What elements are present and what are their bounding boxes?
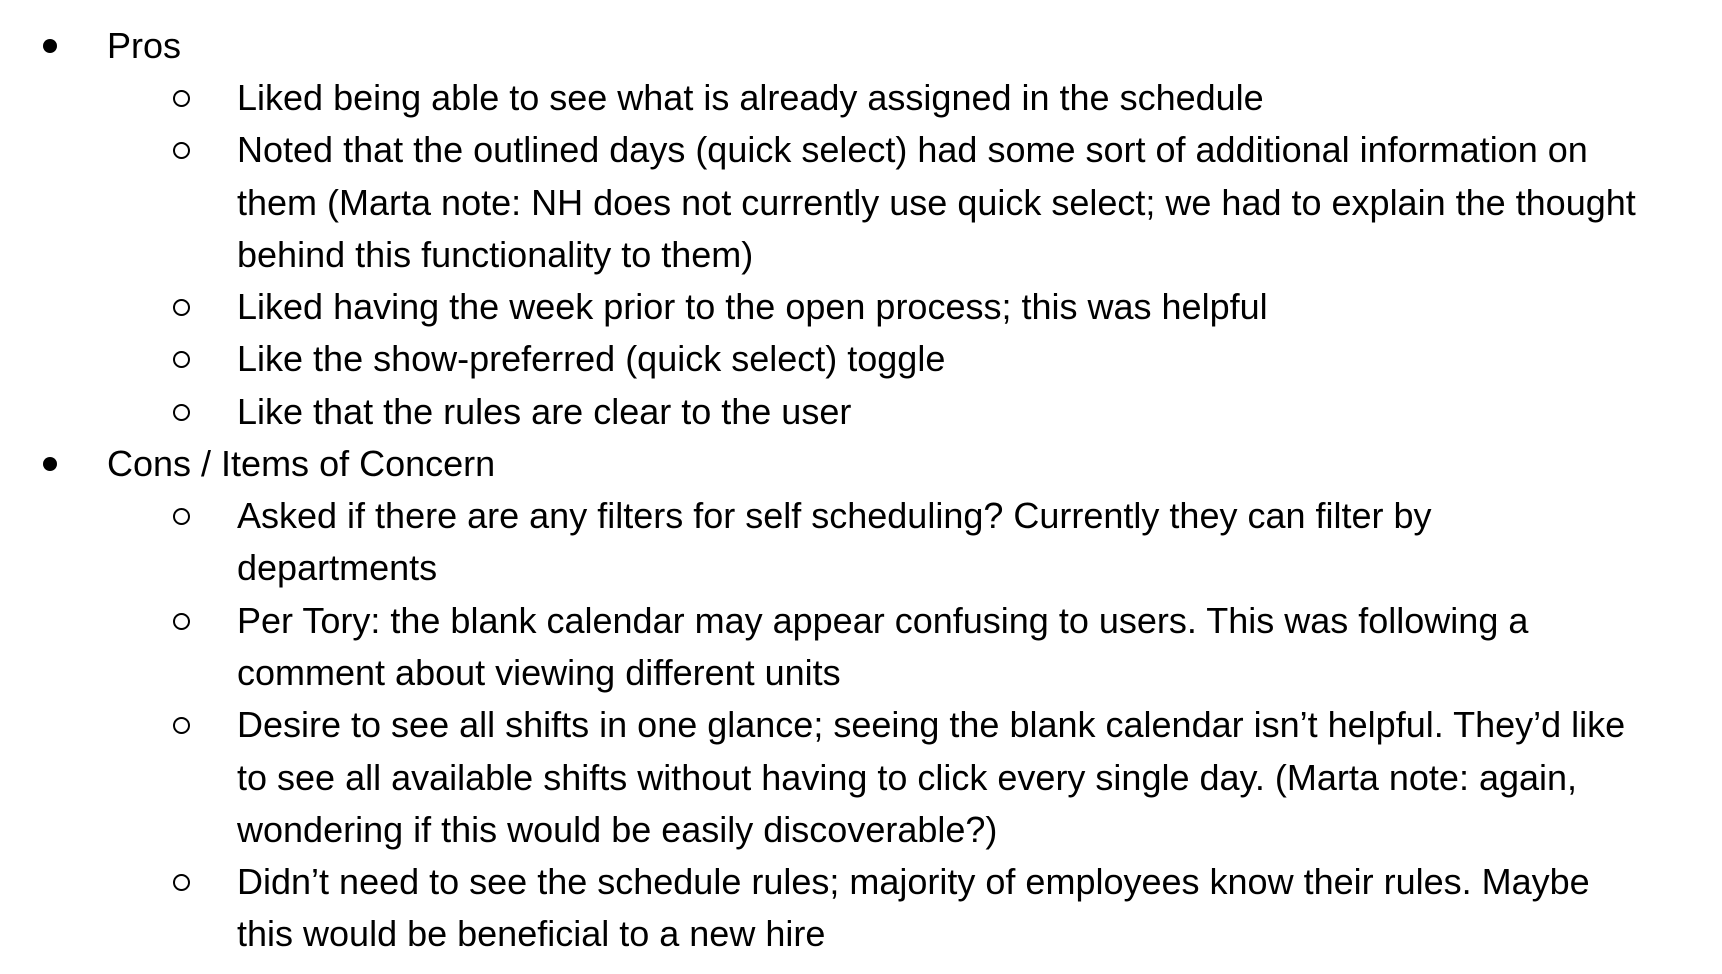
list-item-text: Asked if there are any filters for self scheduling? Currently they can filter by departments xyxy=(237,495,1432,589)
list-item-text: Noted that the outlined days (quick select) had some sort of additional information on them (Marta note: NH does not currently use quick select; we had to explain the thought behind this functionality to them) xyxy=(237,129,1636,275)
section-pros xyxy=(0,20,1722,438)
hollow-bullet-icon xyxy=(173,142,190,159)
hollow-bullet-icon xyxy=(173,717,190,734)
section-cons xyxy=(0,438,1722,961)
list-item-text: Didn’t need to see the schedule rules; majority of employees know their rules. Maybe this would be beneficial to a new hire xyxy=(237,861,1590,955)
filled-bullet-icon xyxy=(43,457,57,471)
filled-bullet-icon xyxy=(43,39,57,53)
list-item xyxy=(0,124,1637,281)
list-item-text: Like that the rules are clear to the user xyxy=(237,390,852,432)
hollow-bullet-icon xyxy=(173,404,190,421)
cons-list xyxy=(0,490,1722,961)
list-item-text: Per Tory: the blank calendar may appear confusing to users. This was following a comment about viewing different units xyxy=(237,599,1529,693)
list-item xyxy=(0,333,1637,385)
list-item xyxy=(0,490,1637,595)
hollow-bullet-icon xyxy=(173,299,190,316)
bullet-item-cons xyxy=(0,438,1722,490)
hollow-bullet-icon xyxy=(173,613,190,630)
list-item-text: Liked having the week prior to the open process; this was helpful xyxy=(237,286,1268,328)
document-body xyxy=(0,20,1722,961)
list-item-text: Like the show-preferred (quick select) toggle xyxy=(237,338,946,380)
pros-list xyxy=(0,72,1722,438)
section-heading: Pros xyxy=(107,25,182,66)
hollow-bullet-icon xyxy=(173,90,190,107)
list-item xyxy=(0,281,1637,333)
bullet-item-pros xyxy=(0,20,1722,72)
list-item xyxy=(0,595,1637,700)
hollow-bullet-icon xyxy=(173,508,190,525)
section-heading: Cons / Items of Concern xyxy=(107,443,496,485)
list-item-text: Desire to see all shifts in one glance; seeing the blank calendar isn’t helpful. They’d like to see all available shifts without having to click every single day. (Marta note: again, wondering if this would be easily discoverable?) xyxy=(237,704,1626,850)
list-item xyxy=(0,386,1637,438)
list-item xyxy=(0,856,1637,961)
hollow-bullet-icon xyxy=(173,874,190,891)
hollow-bullet-icon xyxy=(173,351,190,368)
list-item xyxy=(0,72,1637,124)
list-item xyxy=(0,699,1637,856)
list-item-text: Liked being able to see what is already assigned in the schedule xyxy=(237,77,1264,118)
